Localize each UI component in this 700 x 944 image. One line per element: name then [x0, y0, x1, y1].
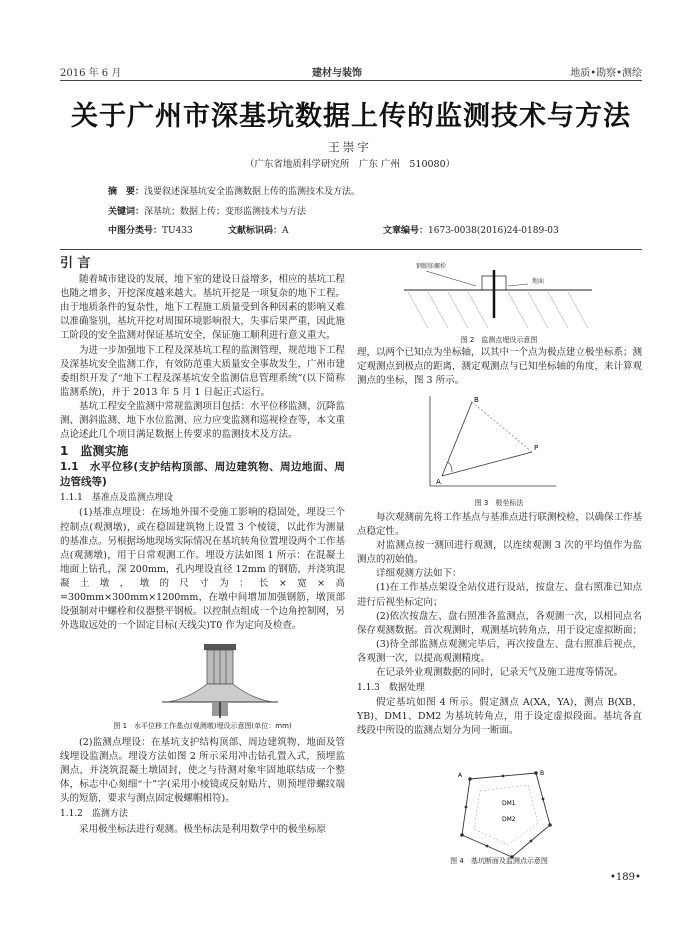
header-rule: [60, 80, 642, 81]
figure-4-diagram: [440, 765, 570, 865]
journal-name: [312, 64, 362, 79]
figure-1-diagram: [160, 640, 280, 720]
step-3: (3)待全部监测点观测完毕后，再次按盘左、盘右照准后视点，各观测一次，以提高观测精度。: [357, 638, 642, 664]
record-paragraph: 在记录外业观测数据的同时，记录天气及施工进度等情况。: [376, 667, 624, 679]
fig2-label-bolt: 钢膨胀螺栓: [416, 263, 447, 270]
left-column: [60, 257, 345, 633]
section-1-1-1-heading: 1.1.1 基准点及监测点埋设: [60, 493, 173, 504]
figure-2-caption: 图 2 监测点埋设示意图: [460, 336, 538, 344]
doc-code-value: A: [282, 226, 289, 236]
intro-heading: 引 言: [60, 256, 91, 271]
article-no-label: 文章编号：: [383, 226, 429, 236]
fig2-label-ground: 地面: [532, 278, 545, 285]
check-paragraph: 每次观测前先将工作基点与基准点进行联测校检，以确保工作基点稳定性。: [357, 512, 643, 538]
journal-name-text: 建材与装饰: [312, 68, 362, 79]
fig4-label-0: A: [458, 772, 463, 779]
keywords: [108, 206, 608, 219]
doc-code: [228, 225, 289, 238]
step-1: (1)在工作基点架设全站仪进行设站，按盘左、盘右照准已知点进行后视坐标定向；: [357, 582, 642, 608]
article-no-value: 1673-0038(2016)24-0189-03: [428, 226, 559, 236]
clc-label: 中图分类号：: [108, 226, 163, 236]
section-1-heading: 1 监测实施: [60, 444, 129, 459]
method-paragraph: 采用极坐标法进行观测。极坐标法是利用数学中的极坐标原: [79, 823, 327, 835]
abstract-rule: [60, 249, 642, 250]
issue-date: 2016 年 6 月: [60, 68, 122, 79]
data-processing-paragraph: 假定基坑如图 4 所示。假定测点 A(XA，YA)，测点 B(XB，YB)，DM1、DM2 为基坑转角点，用于设定虚拟段面。基坑各直线段中所设的监测点划分为同一断面。: [357, 697, 642, 737]
initial-value-paragraph: 对监测点按一测回进行观测，以连续观测 3 次的平均值作为监测点的初始值。: [357, 540, 642, 566]
clc: [108, 225, 193, 238]
clc-value: TU433: [162, 226, 193, 236]
fig3-point-B: B: [474, 396, 479, 404]
abstract-text: 浅要叙述深基坑安全监测数据上传的监测技术及方法。: [144, 187, 361, 197]
page-number: •189•: [610, 872, 641, 883]
figure-3-diagram: [420, 392, 560, 492]
polar-paragraph: 理，以两个已知点为坐标轴，以其中一个点为极点建立极坐标系；测定观测点到极点的距离，测定观测点与已知坐标轴的角度，来计算观测点的坐标，图 3 所示。: [357, 347, 643, 387]
fig3-point-P: P: [534, 444, 539, 452]
keywords-text: 深基坑；数据上传；变形监测技术与方法: [144, 207, 307, 217]
section-name: 地质•勘察•测绘: [570, 68, 642, 79]
right-column-text: [357, 511, 642, 739]
monitor-point-paragraph: (2)监测点埋设：在基坑支护结构顶部、周边建筑物、地面及管线埋设监测点。埋设方法如图 2 所示采用冲击钻孔置入式，预埋监测点，并浇筑混凝土墩固封，使之与待测对象牢固地联结成一个整体，标志中心刻细“十”字(采用小棱镜或反射贴片，则预埋带螺纹端头的短筋，要求与测点固定极螺帽相符)。: [60, 737, 345, 805]
polar-paragraph-block: [357, 346, 642, 388]
base-point-paragraph: (1)基准点埋设：在场地外围不受施工影响的稳固处，埋设三个控制点(观测墩)，或在稳固建筑物上设置 3 个棱镜，以此作为测量的基准点。另根据场地现场实际情况在基坑转角位置埋设两个工作基点(观测墩)，用于日常观测工作。埋设方法如图 1 所示：在混凝土地面上钻孔，深 200mm，孔内埋设直径 12mm 的钢筋，并浇筑混凝土墩，墩的尺寸为：长×宽×高=300mm×300mm×1200mm，在墩中间增加加强钢筋，墩顶部设强制对中螺栓和仪器整平钢板。以控制点组成一个边角控制网，另外选取远处的一个固定目标(天线尖)T0 作为定向及检查。: [60, 507, 346, 632]
affiliation: （广东省地质科学研究所 广东 广州 510080）: [244, 159, 456, 170]
abstract: [108, 186, 608, 199]
intro-paragraph-3: 基坑工程安全监测中常规监测项目包括：水平位移监测、沉降监测、测斜监测、地下水位监测、应力应变监测和巡视检查等，本文重点论述此几个项目满足数据上传要求的监测技术及方法。: [60, 400, 346, 441]
figure-4-caption: 图 4 基坑断面及监测点示意图: [450, 857, 548, 865]
left-column-bottom: [60, 736, 345, 837]
figure-1-caption: 图 1 水平位移工作基点(观测墩)埋设示意图(单位：mm): [113, 722, 292, 730]
article-no: [383, 225, 559, 238]
section-1-1-3-heading: 1.1.3 数据处理: [357, 683, 425, 694]
doc-code-label: 文献标识码：: [228, 226, 283, 236]
section-1-1-heading: 1.1 水平位移(支护结构顶部、周边建筑物、周边地面、周边管线等): [60, 461, 345, 489]
intro-paragraph-2: 为进一步加强地下工程及深基坑工程的监测管理，规范地下工程及深基坑安全监测工作，有效防范重大质量安全事故发生，广州市建委组织开发了“地下工程及深基坑安全监测信息管理系统”(以下简称监测系统)，并于 2013 年 5 月 1 日起正式运行。: [60, 344, 346, 398]
fig4-label-2: DM1: [502, 800, 516, 807]
intro-paragraph-1: 随着城市建设的发展，地下室的建设日益增多，相应的基坑工程也随之增多，开挖深度越来越大。基坑开挖是一项复杂的地下工程。由于地质条件的复杂性，地下工程施工质量受到各种因素的影响又难以准确鉴别，基坑开挖对周围环境影响很大，失事后果严重，因此施工阶段的安全监测对保证基坑安全，保证施工顺利进行意义重大。: [60, 274, 346, 342]
figure-2-diagram: [398, 256, 598, 332]
fig3-point-A: A: [436, 478, 441, 486]
figure-3-caption: 图 3 极坐标法: [474, 499, 524, 507]
article-title: 关于广州市深基坑数据上传的监测技术与方法: [71, 101, 631, 132]
keywords-label: 关键词：: [108, 207, 145, 217]
abstract-label: 摘 要：: [108, 187, 145, 197]
section-1-1-2-heading: 1.1.2 监测方法: [60, 809, 128, 820]
fig4-label-1: B: [540, 770, 545, 777]
fig4-label-3: DM2: [502, 816, 516, 823]
detail-intro: 详细观测方法如下：: [376, 568, 462, 580]
author: 王崇宇: [328, 140, 372, 154]
step-2: (2)依次按盘左、盘右照准各监测点，各观测一次，以相同点名保存观测数据。首次观测时，观测基坑转角点，用于设定虚拟断面；: [357, 610, 643, 636]
